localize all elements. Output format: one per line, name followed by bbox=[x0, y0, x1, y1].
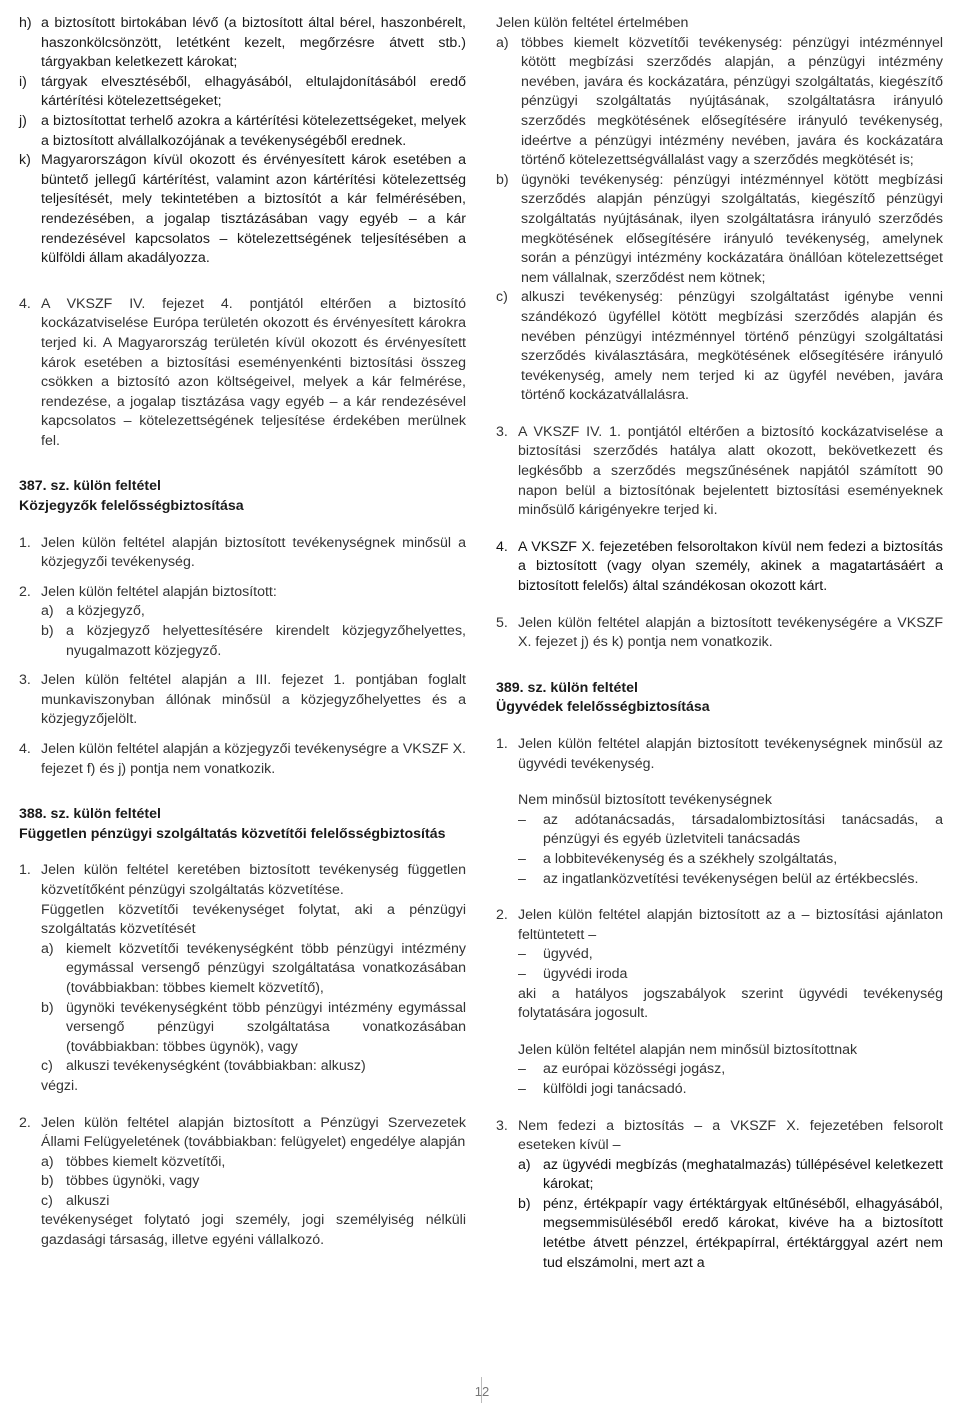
item-text: az adótanácsadás, társadalombiztosítási tanácsadás, a pénzügyi és egyéb üzletviteli tanácsadás bbox=[543, 811, 943, 848]
list-item bbox=[19, 151, 466, 269]
item-label: b) bbox=[496, 171, 509, 188]
dash-list bbox=[496, 1060, 943, 1099]
item-label: c) bbox=[496, 289, 508, 306]
section-number-heading: 388. sz. külön feltétel bbox=[19, 806, 161, 823]
item-text: Jelen külön feltétel alapján biztosított az a – biztosítási ajánlaton feltüntetett – bbox=[518, 907, 943, 943]
item-text: a biztosított birtokában lévő (a biztosított által bérel, haszonbérelt, haszonkölcsönzött, letétként kezelt, megőrzésre átvett stb.) tárgyakban keletkezett károkat; bbox=[41, 15, 466, 71]
item-label: b) bbox=[41, 1173, 54, 1190]
item-text: Jelen külön feltétel alapján a közjegyzői tevékenységre a VKSZF X. fejezet f) és j) pontja nem vonatkozik. bbox=[41, 741, 466, 777]
list-item bbox=[518, 811, 943, 850]
item-label: 2. bbox=[496, 907, 508, 924]
dash-list bbox=[496, 945, 943, 984]
item-label: 3. bbox=[19, 672, 31, 689]
numbered-paragraph bbox=[19, 583, 466, 603]
paragraph-outro: aki a hatályos jogszabályok szerint ügyvédi tevékenység folytatására jogosult. bbox=[518, 985, 943, 1022]
item-label: 4. bbox=[19, 741, 31, 757]
item-label: – bbox=[518, 811, 526, 828]
item-label: 3. bbox=[496, 423, 508, 440]
numbered-paragraph bbox=[19, 1114, 466, 1153]
list-item bbox=[41, 999, 466, 1058]
numbered-paragraph bbox=[496, 906, 943, 945]
item-text: többes kiemelt közvetítői tevékenység: pénzügyi intézménnyel kötött megbízási szerződés alapján, a pénzügyi intézmény nevében, javára és kockázatára, pénzügyi szolgáltatás, kiegészítő pénzügyi szolgáltatás nyújtásának, szolgáltatásra irányuló szerződés megkötésének elősegítésére irányuló tevékenység, ideértve a pénzügyi intézmény nevében, javára és kockázatára történő kötelezettségvállalást vagy a szerződés megkötését is; bbox=[521, 34, 943, 169]
item-label: – bbox=[518, 850, 526, 867]
item-label: – bbox=[518, 946, 526, 963]
item-label: – bbox=[518, 870, 526, 887]
item-label: c) bbox=[41, 1192, 53, 1209]
list-item bbox=[518, 1156, 943, 1195]
item-text: kiemelt közvetítői tevékenységként több pénzügyi intézmény egymással versengő pénzügyi szolgáltatása vonatkozásában (továbbiakban: többes kiemelt közvetítő), bbox=[66, 940, 466, 996]
list-item bbox=[518, 965, 943, 985]
item-text: az ingatlanközvetítési tevékenységen belül az értékbecslés. bbox=[543, 870, 919, 887]
item-text: a lobbitevékenység és a székhely szolgáltatás, bbox=[543, 850, 838, 867]
item-text: Jelen külön feltétel alapján biztosított tevékenységnek minősül az ügyvédi tevékenység. bbox=[518, 736, 943, 772]
numbered-paragraph bbox=[496, 538, 943, 597]
item-label: – bbox=[518, 1061, 526, 1078]
item-label: j) bbox=[19, 112, 27, 129]
section-number-heading: 387. sz. külön feltétel bbox=[19, 478, 161, 495]
item-text: az ügyvédi megbízás (meghatalmazás) túllépésével keletkezett károkat; bbox=[543, 1156, 943, 1193]
list-item bbox=[496, 288, 943, 406]
item-label: 1. bbox=[496, 736, 508, 752]
list-item bbox=[518, 1060, 943, 1080]
item-text: alkuszi tevékenység: pénzügyi szolgáltatást igénybe venni szándékozó ügyféllel kötött megbízási szerződés alapján és nevében pénzügyi intézménnyel történő pénzügyi szolgáltatási szerződés kiválasztására, megkötésének elősegítésére irányuló tevékenység, amely nem terjed ki az ügyfél nevében, javára történő kockázatvállalásra. bbox=[521, 289, 943, 404]
item-label: 1. bbox=[19, 534, 31, 551]
item-text: ügynöki tevékenységként több pénzügyi intézmény egymással versengő pénzügyi szolgáltatása vonatkozásában (továbbiakban: többes ügynök), vagy bbox=[66, 999, 466, 1055]
left-column bbox=[19, 14, 466, 1251]
numbered-paragraph bbox=[496, 735, 943, 774]
list-item bbox=[19, 14, 466, 73]
numbered-paragraph bbox=[496, 1117, 943, 1156]
item-label: 5. bbox=[496, 614, 508, 631]
paragraph-intro: Jelen külön feltétel értelmében bbox=[496, 15, 689, 31]
item-text: ügyvéd, bbox=[543, 946, 593, 963]
numbered-paragraph bbox=[19, 740, 466, 779]
numbered-paragraph bbox=[19, 861, 466, 900]
item-label: c) bbox=[41, 1058, 53, 1075]
item-label: a) bbox=[41, 603, 54, 620]
item-text: Jelen külön feltétel alapján a biztosított tevékenységére a VKSZF X. fejezet j) és k) pontja nem vonatkozik. bbox=[518, 614, 943, 651]
list-item bbox=[41, 602, 466, 622]
paragraph-outro: tevékenységet folytató jogi személy, jogi személyiség nélküli gazdasági társaság, illetve egyéni vállalkozó. bbox=[41, 1212, 466, 1249]
item-label: a) bbox=[518, 1156, 531, 1173]
item-text: A VKSZF X. fejezetében felsoroltakon kívül nem fedezi a biztosítás a biztosított (vagy olyan személy, akinek a magatartásáért a biztosított felelős) által szándékosan okozott kárt. bbox=[518, 538, 943, 595]
item-label: b) bbox=[41, 999, 54, 1016]
item-label: 2. bbox=[19, 1114, 31, 1131]
item-label: 1. bbox=[19, 862, 31, 879]
numbered-paragraph bbox=[496, 614, 943, 653]
right-column bbox=[496, 14, 943, 1273]
item-label: 2. bbox=[19, 583, 31, 600]
item-text: Jelen külön feltétel alapján a III. fejezet 1. pontjában foglalt munkaviszonyban állónak minősül a közjegyzőhelyettes és a közjegyzőjelölt. bbox=[41, 672, 466, 728]
item-label: b) bbox=[518, 1195, 531, 1212]
list-item bbox=[518, 945, 943, 965]
item-text: a közjegyző, bbox=[66, 603, 145, 620]
list-item bbox=[518, 1195, 943, 1273]
list-item bbox=[41, 1153, 466, 1173]
list-item bbox=[496, 171, 943, 289]
item-label: b) bbox=[41, 623, 54, 640]
item-text: alkuszi bbox=[66, 1192, 110, 1209]
item-label: – bbox=[518, 965, 526, 982]
numbered-paragraph bbox=[496, 423, 943, 521]
list-item bbox=[41, 940, 466, 999]
item-label: 3. bbox=[496, 1117, 508, 1134]
paragraph-intro: Független közvetítői tevékenységet folytat, aki a pénzügyi szolgáltatás közvetítését bbox=[41, 901, 466, 938]
item-text: tárgyak elvesztéséből, elhagyásából, eltulajdonításából eredő kártérítési kötelezettségeket; bbox=[41, 73, 466, 110]
item-label: h) bbox=[19, 15, 32, 31]
list-item bbox=[41, 1057, 466, 1077]
item-text: pénz, értékpapír vagy értéktárgyak eltűnéséből, elhagyásából, megsemmisüléséből eredő károkat, kivéve ha a biztosított letétbe átvett pénzzel, értékpapírral, értéktárggyal azért nem tud elszámolni, mert azt a bbox=[543, 1195, 943, 1271]
list-item bbox=[19, 112, 466, 151]
item-text: Nem fedezi a biztosítás – a VKSZF X. fejezetében felsorolt eseteken kívül – bbox=[518, 1117, 943, 1154]
section-number-heading: 389. sz. külön feltétel bbox=[496, 679, 638, 696]
list-item bbox=[496, 34, 943, 171]
item-text: A VKSZF IV. 1. pontjától eltérően a biztosító kockázatviselése a biztosítási szerződés hatálya alatt okozott, bekövetkezett és legkésőbb a szerződés megszűnésének napjától számított 90 napon belül a biztosítónak bejelentett biztosítási eseményeknek minősülő kárigényekre terjed ki. bbox=[518, 423, 943, 519]
list-item bbox=[41, 1192, 466, 1212]
section-title-heading: Közjegyzők felelősségbiztosítása bbox=[19, 498, 244, 515]
item-text: többes ügynöki, vagy bbox=[66, 1173, 200, 1190]
item-label: a) bbox=[41, 1153, 54, 1170]
page-number: 12 bbox=[474, 1384, 490, 1399]
sub-list bbox=[19, 1153, 466, 1212]
paragraph-outro: végzi. bbox=[41, 1077, 79, 1094]
item-text: Magyarországon kívül okozott és érvényesített károk esetében a büntető jellegű kártérítést, valamint azon kártérítési kötelezettség teljesítését, mely tekintetében a biztosítót a kár felmérésében, rendezésében, a jogalap tisztázásában vagy egyéb – a kár rendezésével kapcsolatos – kötelezettségének teljesítésében a külföldi állam akadályozza. bbox=[41, 152, 466, 267]
list-item bbox=[41, 1172, 466, 1192]
item-label: k) bbox=[19, 152, 31, 169]
item-text: Jelen külön feltétel alapján biztosított tevékenységnek minősül a közjegyzői tevékenység. bbox=[41, 534, 466, 571]
numbered-paragraph bbox=[19, 295, 466, 452]
section-title-heading: Ügyvédek felelősségbiztosítása bbox=[496, 699, 710, 716]
list-item bbox=[19, 73, 466, 112]
item-text: A VKSZF IV. fejezet 4. pontjától eltérően a biztosító kockázatviselése Európa területén okozott és érvényesített károkra terjed ki. A Magyarország területén kívül okozott és érvényesített károk esetében a biztosítási eseményenkénti biztosítási összeg csökken a biztosító azon költségeivel, melyek a kár felmérése, rendezése, a jogalap tisztázása vagy egyéb – a kár rendezésével kapcsolatos – kötelezettségének teljesítése érdekében merülnek fel. bbox=[41, 295, 466, 449]
item-text: Jelen külön feltétel alapján biztosított a Pénzügyi Szervezetek Állami Felügyeletének (továbbiakban: felügyelet) engedélye alapján bbox=[41, 1114, 466, 1151]
item-text: Jelen külön feltétel alapján biztosított: bbox=[41, 583, 277, 600]
item-text: Jelen külön feltétel keretében biztosított tevékenység független közvetítőként pénzügyi szolgáltatás közvetítése. bbox=[41, 862, 466, 898]
list-item bbox=[41, 622, 466, 661]
list-item bbox=[518, 870, 943, 890]
item-label: 4. bbox=[19, 295, 31, 312]
sub-list bbox=[496, 1156, 943, 1274]
item-text: a közjegyző helyettesítésére kirendelt közjegyzőhelyettes, nyugalmazott közjegyző. bbox=[66, 623, 466, 659]
item-text: az európai közösségi jogász, bbox=[543, 1061, 726, 1078]
item-label: 4. bbox=[496, 538, 508, 555]
list-item bbox=[518, 1080, 943, 1100]
item-text: ügyvédi iroda bbox=[543, 965, 628, 982]
item-label: a) bbox=[496, 34, 509, 51]
item-text: alkuszi tevékenységként (továbbiakban: alkusz) bbox=[66, 1058, 366, 1075]
dash-list bbox=[496, 811, 943, 889]
paragraph-intro: Nem minősül biztosított tevékenységnek bbox=[518, 792, 772, 809]
item-text: többes kiemelt közvetítői, bbox=[66, 1153, 226, 1170]
numbered-paragraph bbox=[19, 534, 466, 573]
sub-list bbox=[19, 602, 466, 661]
numbered-paragraph bbox=[19, 671, 466, 730]
list-item bbox=[518, 850, 943, 870]
paragraph-intro: Jelen külön feltétel alapján nem minősül biztosítottnak bbox=[518, 1041, 858, 1058]
item-label: a) bbox=[41, 940, 54, 957]
item-label: i) bbox=[19, 73, 27, 90]
section-title-heading: Független pénzügyi szolgáltatás közvetítői felelősségbiztosítás bbox=[19, 825, 446, 842]
item-label: – bbox=[518, 1080, 526, 1097]
item-text: a biztosítottat terhelő azokra a kártérítési kötelezettségeket, melyek a biztosított alvállalkozójának a tevékenységéből erednek. bbox=[41, 112, 466, 149]
sub-list bbox=[19, 940, 466, 1077]
item-text: külföldi jogi tanácsadó. bbox=[543, 1080, 687, 1097]
item-text: ügynöki tevékenység: pénzügyi intézménnyel kötött megbízási szerződés alapján pénzügyi szolgáltatás, kiegészítő pénzügyi szolgáltatás nyújtásának, ilyen szolgáltatásra irányuló szerződés megkötésének elősegítésére irányuló tevékenység, amelynek során a pénzügyi intézmény kockázatára önállóan kötelezettséget nem vállalnak, szerződést nem kötnek; bbox=[521, 171, 943, 286]
